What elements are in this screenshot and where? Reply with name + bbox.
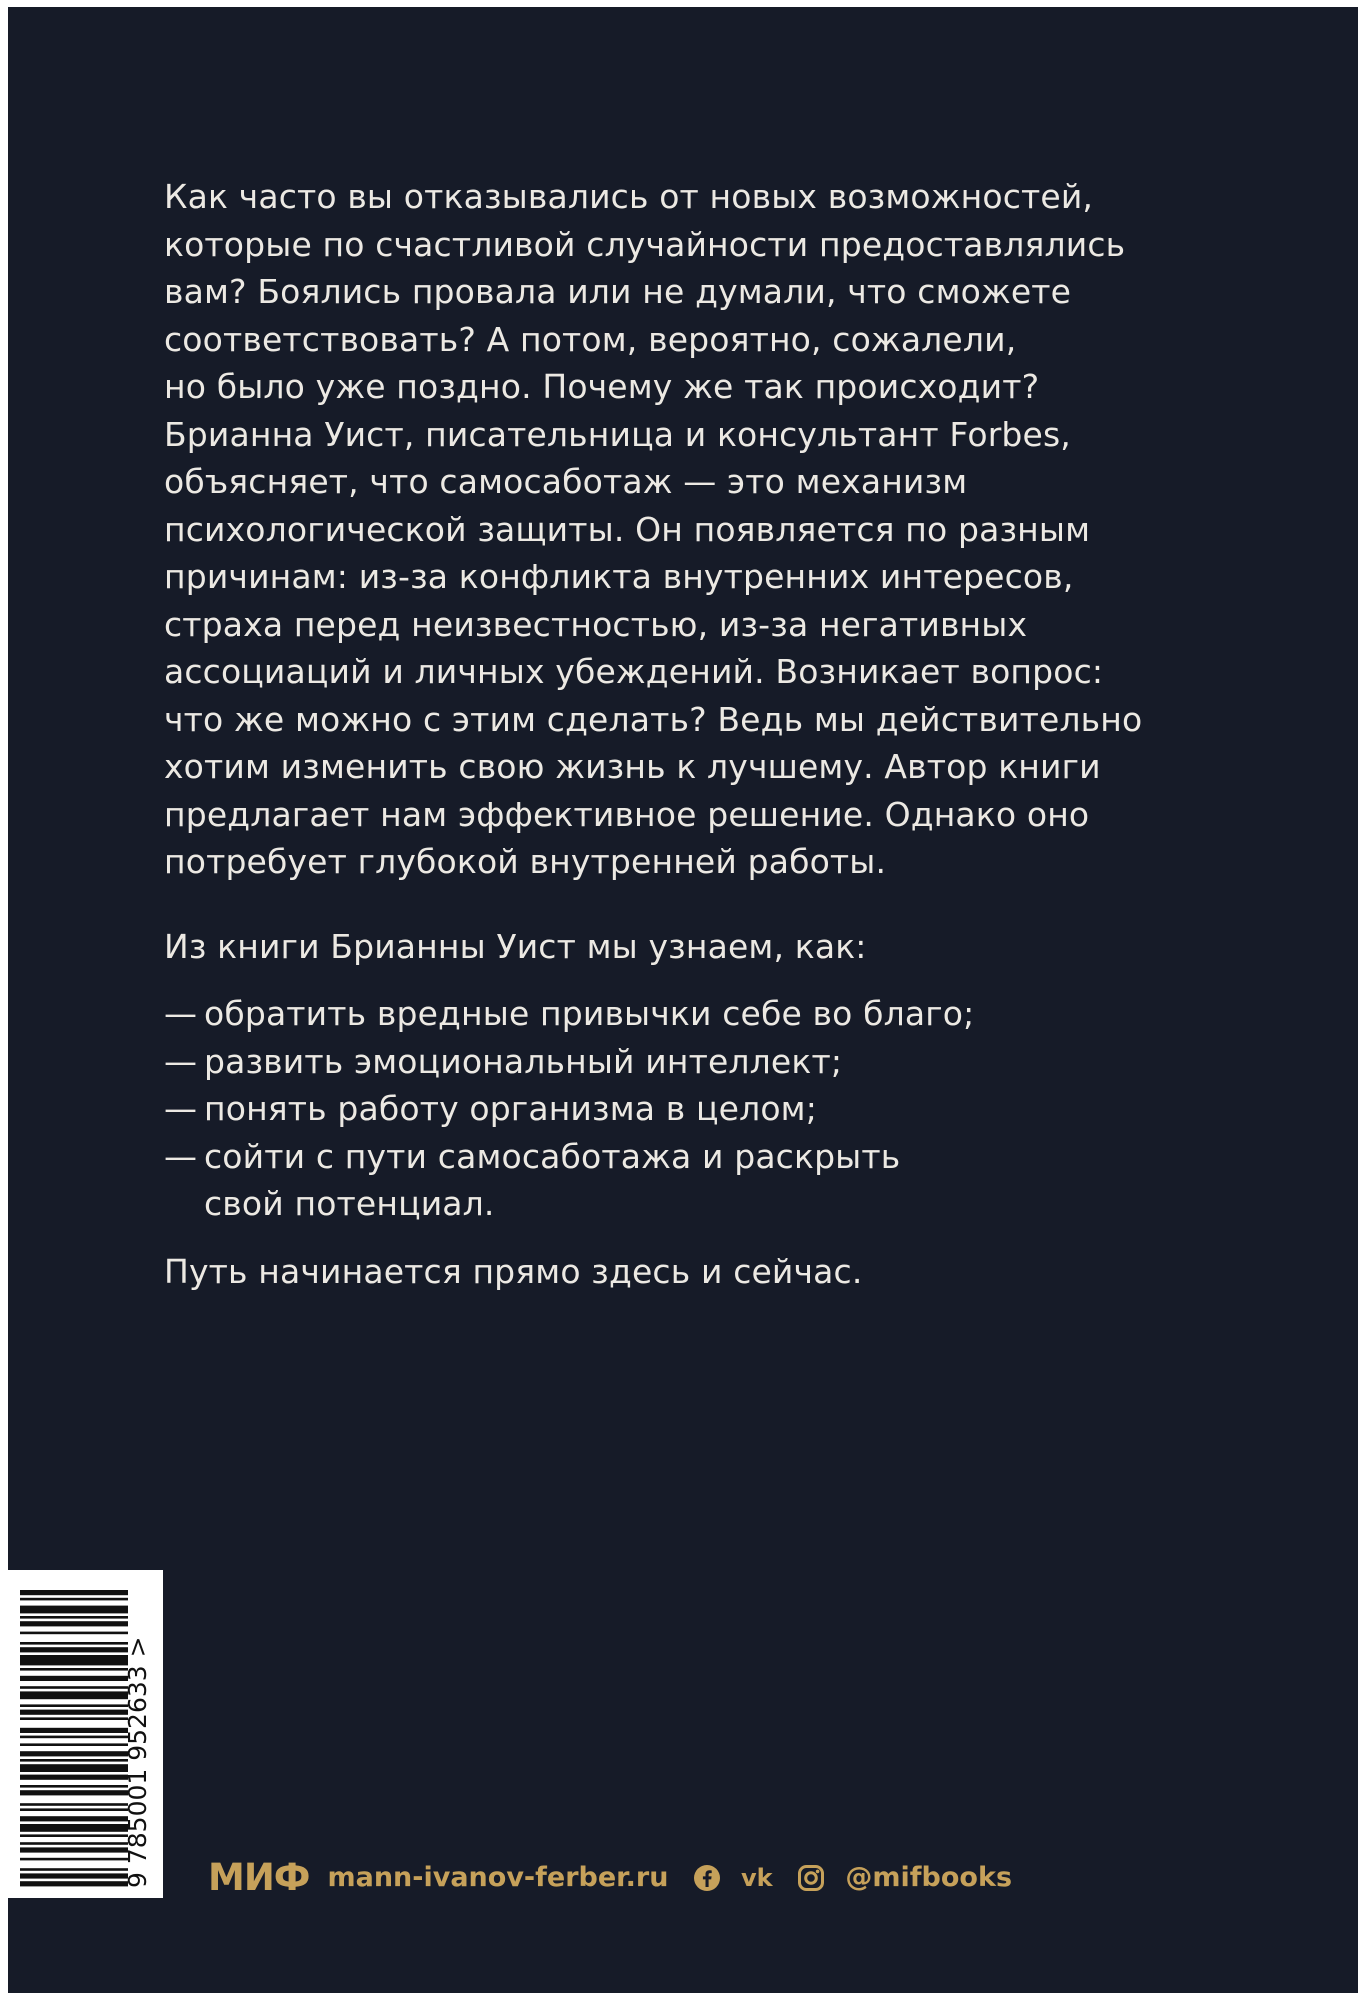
barcode-bar [20,1803,128,1806]
barcode-bar [20,1647,128,1652]
barcode-bar [20,1590,128,1595]
barcode-bar [20,1759,128,1762]
barcode-bar [20,1858,128,1861]
barcode-bar [20,1785,128,1788]
description-line: хотим изменить свою жизнь к лучшему. Автор книги [164,747,1101,786]
barcode-bar [20,1808,128,1811]
list-item-text: обратить вредные привычки себе во благо; [204,994,975,1033]
barcode-bar [20,1868,128,1871]
barcode-number: 9 785001 952633 > [123,1636,152,1888]
description-line: ассоциаций и личных убеждений. Возникает вопрос: [164,652,1104,691]
description-line: объясняет, что самосаботаж — это механизм [164,462,968,501]
learn-list [164,990,1064,1228]
description-line: психологической защиты. Он появляется по разным [164,509,1091,549]
description-line: потребует глубокой внутренней работы. [164,842,887,881]
book-back-cover [8,7,1358,1993]
list-item [164,990,1064,1038]
barcode-bar [20,1704,128,1707]
list-dash: — [164,994,198,1033]
closing-line: Путь начинается прямо здесь и сейчас. [164,1251,863,1291]
barcode-bar [20,1621,128,1626]
facebook-icon[interactable] [693,1864,721,1892]
barcode-bar [20,1655,128,1665]
list-item-text: свой потенциал. [204,1184,495,1223]
description-line: вам? Боялись провала или не думали, что сможете [164,272,1072,311]
description-line: которые по счастливой случайности предоставлялись [164,224,1126,264]
learn-intro: Из книги Брианны Уист мы узнаем, как: [164,926,867,966]
list-item [164,1085,1064,1133]
description-line: страха перед неизвестностью, из-за негативных [164,604,1028,644]
barcode-bar [20,1676,128,1681]
isbn-barcode [8,1570,163,1898]
barcode-bar [20,1834,128,1837]
barcode-bar [20,1824,128,1832]
barcode-bar [20,1751,128,1756]
barcode-bars [20,1590,128,1886]
barcode-graphic [8,1570,163,1898]
vk-icon[interactable] [741,1866,777,1890]
barcode-bar [20,1642,128,1645]
publisher-logo: МИФ [208,1856,310,1899]
description-line: Брианна Уист, писательница и консультант Forbes, [164,414,1071,454]
description-line: но было уже поздно. Почему же так происходит? [164,367,1040,406]
barcode-bar [20,1743,128,1746]
website-link[interactable]: mann-ivanov-ferber.ru [327,1862,669,1893]
instagram-icon[interactable] [797,1864,825,1892]
barcode-bar [20,1710,128,1715]
list-dash: — [164,1136,198,1176]
barcode-bar [20,1816,128,1821]
barcode-bar [20,1842,128,1845]
list-dash: — [164,1089,198,1128]
barcode-bar [20,1873,128,1878]
barcode-bar [20,1606,128,1614]
list-item-text: развить эмоциональный интеллект; [204,1041,843,1081]
barcode-bar [20,1736,128,1739]
barcode-bar [20,1717,128,1720]
barcode-bar [20,1686,128,1689]
barcode-bar [20,1881,128,1886]
barcode-bar [20,1691,128,1699]
social-handle[interactable]: @mifbooks [845,1862,1013,1893]
list-item-text: сойти с пути самосаботажа и раскрыть [204,1136,901,1176]
vk-icon-label: vk [741,1865,774,1890]
list-dash: — [164,1041,198,1081]
barcode-bar [20,1616,128,1619]
barcode-bar [20,1847,128,1852]
list-item [164,1133,1064,1228]
description-line: предлагает нам эффективное решение. Однако оно [164,794,1090,834]
list-item-text: понять работу организма в целом; [204,1089,817,1128]
publisher-footer [208,1856,1013,1899]
description-line: причинам: из-за конфликта внутренних интересов, [164,557,1074,596]
barcode-bar [20,1790,128,1795]
barcode-bar [20,1632,128,1635]
barcode-bar [20,1598,128,1601]
description-paragraph [164,173,1143,886]
list-item [164,1038,1064,1086]
annotation-text [164,173,1143,1295]
description-line: соответствовать? А потом, вероятно, сожалели, [164,319,1017,359]
description-line: что же можно с этим сделать? Ведь мы действительно [164,699,1143,739]
barcode-bar [20,1775,128,1780]
barcode-bar [20,1728,128,1733]
barcode-bar [20,1668,128,1671]
description-line: Как часто вы отказывались от новых возможностей, [164,177,1094,216]
barcode-bar [20,1764,128,1772]
